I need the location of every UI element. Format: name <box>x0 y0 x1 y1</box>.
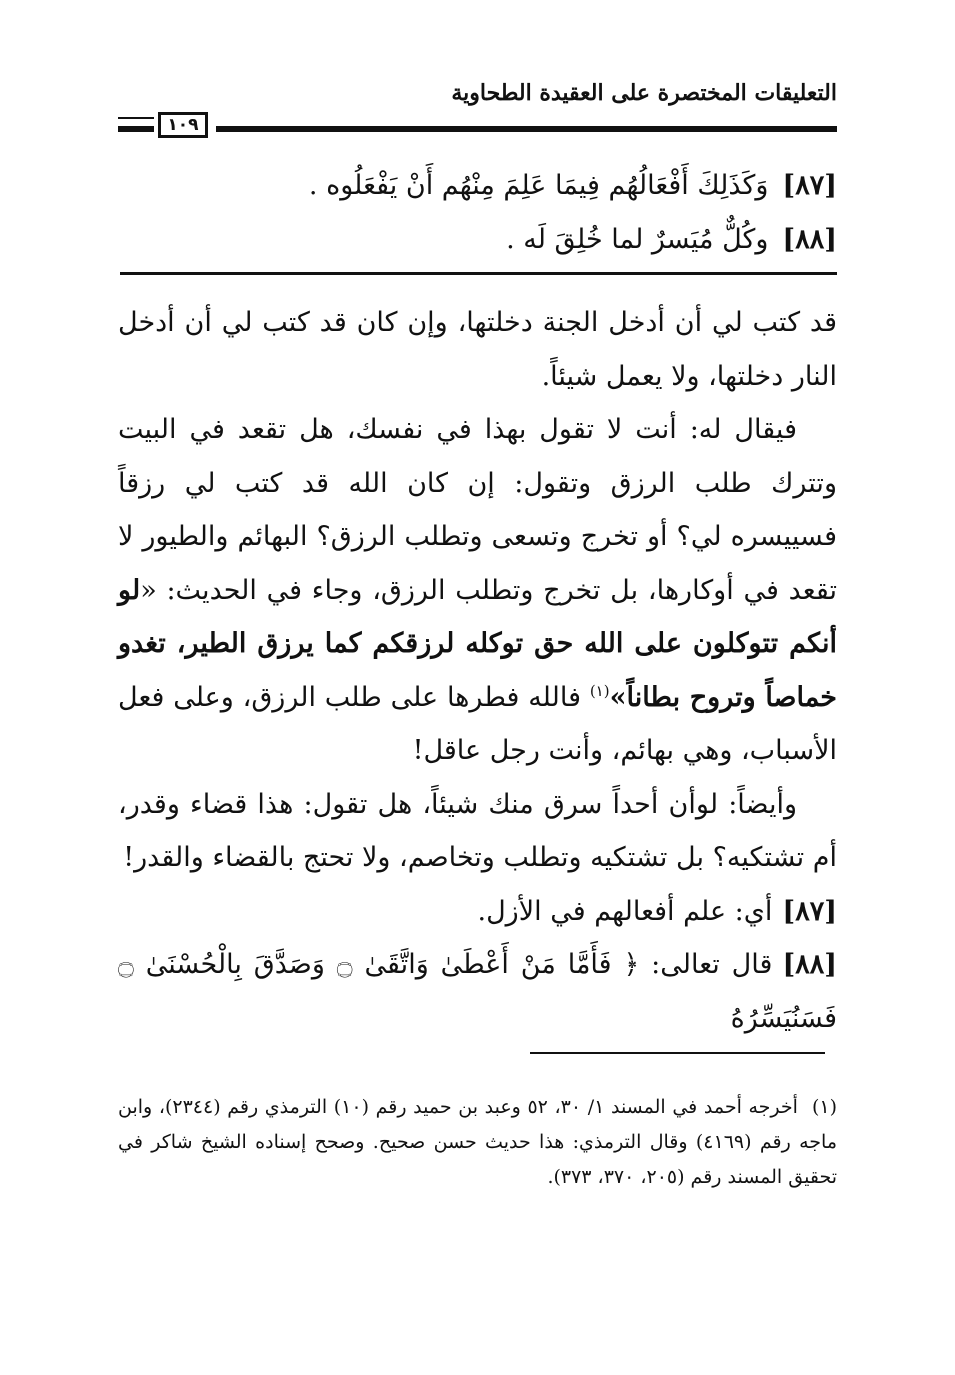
note-number: [٨٧] <box>782 895 837 927</box>
running-title: التعليقات المختصرة على العقيدة الطحاوية <box>451 80 837 106</box>
page-number: ١٠٩ <box>158 112 208 138</box>
matn-separator <box>120 272 837 275</box>
paragraph <box>118 403 837 778</box>
paragraph: وأيضاً: لوأن أحداً سرق منك شيئاً، هل تقول: هذا قضاء وقدر، أم تشتكيه؟ بل تشتكيه وتطلب وتخاصم، ولا تحتج بالقضاء والقدر! <box>118 788 837 873</box>
matn-text: وكُلٌّ مُيَسرٌ لما خُلِقَ لَه . <box>506 224 769 255</box>
matn-number: [٨٨] <box>782 224 837 255</box>
paragraph-text: فيقال له: أنت لا تقول بهذا في نفسك، هل تقعد في البيت وتترك طلب الرزق وتقول: إن كان الله قد كتب لي رزقاً فسييسره لي؟ أو تخرج وتسعى وتطلب الرزق؟ البهائم والطيور لا تقعد في أوكارها، بل تخرج وتطلب الرزق، وجاء في الحديث: « <box>118 414 837 606</box>
header-rule-short <box>118 126 154 132</box>
footnote-reference: (١) <box>589 681 610 700</box>
note-text: أي: علم أفعالهم في الأزل. <box>477 895 773 927</box>
matn-text: وَكَذَلِكَ أَفْعَالُهُم فِيمَا عَلِمَ مِنْهُم أَنْ يَفْعَلُوه . <box>308 170 769 201</box>
note-number: [٨٨] <box>782 949 838 980</box>
matn-line-87 <box>118 168 837 204</box>
header-rule-thin <box>118 117 154 119</box>
note-88 <box>118 938 837 1045</box>
footnote-mark: (١) <box>811 1096 837 1118</box>
footnote-separator <box>530 1052 825 1054</box>
note-text: قال تعالى: ﴿ فَأَمَّا مَنْ أَعْطَىٰ وَاتَّقَىٰ ۝ وَصَدَّقَ بِالْحُسْنَىٰ ۝ فَسَنُيَسِّرُهُ <box>118 949 837 1034</box>
matn-line-88 <box>118 222 837 258</box>
paragraph: قد كتب لي أن أدخل الجنة دخلتها، وإن كان قد كتب لي أن أدخل النار دخلتها، ولا يعمل شيئاً. <box>118 307 837 392</box>
footnote-text: أخرجه أحمد في المسند ١/ ٣٠، ٥٢ وعبد بن حميد رقم (١٠) الترمذي رقم (٢٣٤٤)، وابن ماجه رقم (٤١٦٩) وقال الترمذي: هذا حديث حسن صحيح. وصحح إسناده الشيخ شاكر في تحقيق المسند رقم (٢٠٥، ٣٧٠، ٣٧٣). <box>118 1096 837 1188</box>
commentary <box>118 296 837 1045</box>
hadith-quote: لو أنكم تتوكلون على الله حق توكله لرزقكم كما يرزق الطير، تغدو خماصاً وتروح بطاناً» <box>118 574 837 713</box>
paragraph-text: فالله فطرها على طلب الرزق، وعلى فعل الأسباب، وهي بهائم، وأنت رجل عاقل! <box>118 681 837 766</box>
note-87 <box>118 885 837 939</box>
footnote <box>118 1090 837 1195</box>
header-rule-long <box>216 126 837 132</box>
matn-number: [٨٧] <box>782 170 837 201</box>
